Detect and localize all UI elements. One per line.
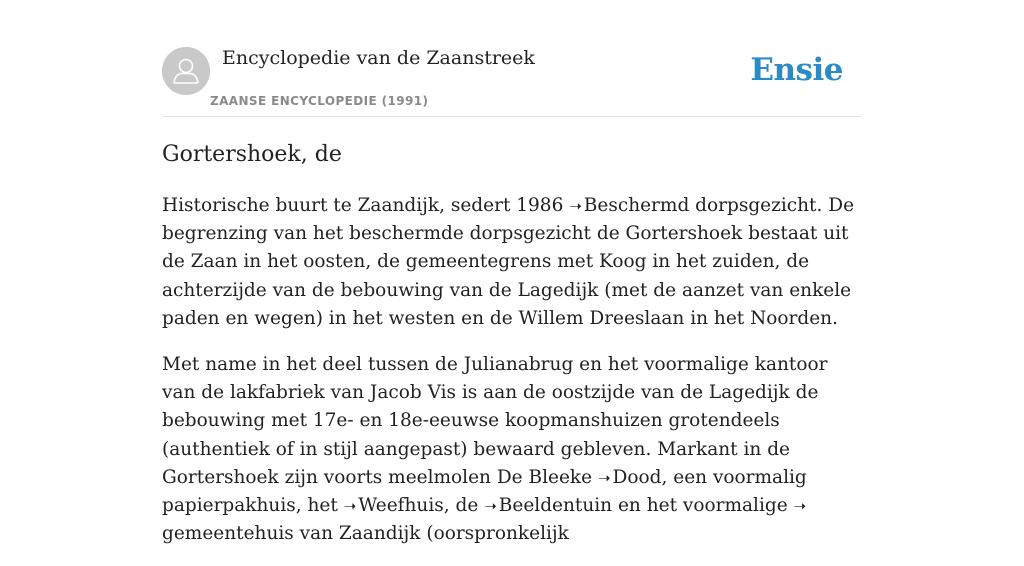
source-subtitle[interactable]: ZAANSE ENCYCLOPEDIE (1991) [210,94,429,108]
link-beeldentuin[interactable] [484,495,612,516]
arrow-right-icon: ➝ [569,197,582,215]
link-dood[interactable] [598,467,662,488]
arrow-right-icon: ➝ [793,497,807,516]
brand-logo[interactable]: Ensie [750,52,843,88]
link-label: Beschermd dorpsgezicht [583,195,817,216]
link-weefhuis[interactable] [344,495,444,516]
text-span: , een voormalig papierpakhuis, het [162,466,807,517]
source-header [162,46,862,117]
arrow-right-icon: ➝ [597,468,611,487]
link-label: Weefhuis [358,495,444,517]
text-span: (oorspronkelijk [420,523,569,545]
link-label: gemeentehuis van Zaandijk [162,523,421,545]
article-title: Gortershoek, de [162,142,342,167]
text-span: , de [443,495,485,517]
text-span: Historische buurt te Zaandijk, sedert 1986 [162,195,570,216]
text-span: en het voormalige [612,495,794,517]
source-title[interactable]: Encyclopedie van de Zaanstreek [222,47,535,69]
link-beschermd-dorpsgezicht[interactable] [569,195,816,216]
arrow-right-icon: ➝ [484,497,497,516]
user-avatar-icon[interactable] [162,47,210,95]
article-body [162,192,862,566]
text-span: Met name in het deel tussen de Julianabrug en het voormalige kantoor van de lakfabriek van Jacob Vis is aan de oostzijde van de Lagedijk de bebouwing met 17e- en 18e-eeuwse koopmanshuizen grotendeels (authentiek of in stijl aangepast) bewaard gebleven. Markant in de Gortershoek zijn voorts meelmolen De Bleeke [162,354,828,488]
link-label: Dood [612,466,662,488]
text-span: . De begrenzing van het beschermde dorpsgezicht de Gortershoek bestaat uit de Zaan in het oosten, de gemeentegrens met Koog in het zuiden, de achterzijde van de bebouwing van de Lagedijk (met de aanzet van enkele paden en wegen) in het westen en de Willem Dreeslaan in het Noorden. [162,195,855,329]
link-label: Beeldentuin [498,495,613,517]
paragraph-1 [162,192,862,333]
arrow-right-icon: ➝ [343,497,357,516]
paragraph-2 [162,351,862,548]
